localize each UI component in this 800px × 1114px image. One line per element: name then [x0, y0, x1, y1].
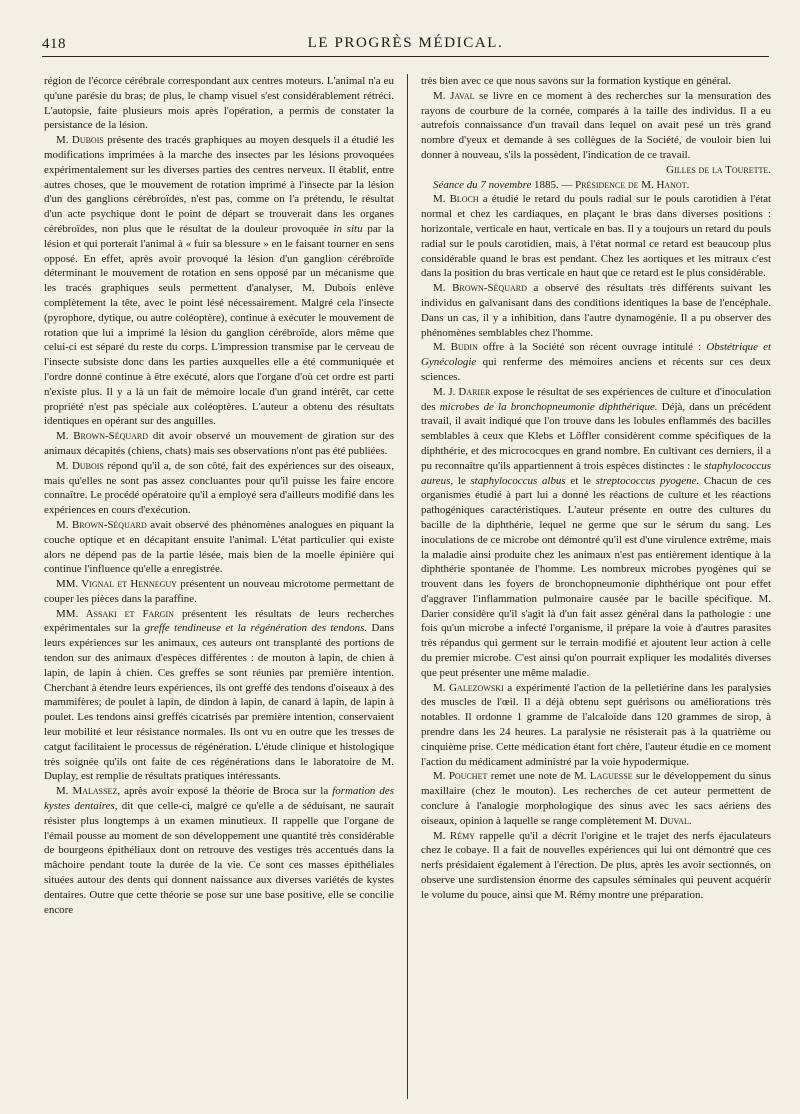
paragraph: M. Brown-Séquard dit avoir observé un mouvement de giration sur des animaux décapités (chiens, chats) mais ses observations n'ont pas été publiées. [44, 430, 394, 457]
paragraph: M. Malassez, après avoir exposé la théorie de Broca sur la formation des kystes dentaires, dit que celle-ci, malgré ce qu'elle a de séduisant, ne saurait résister plus longtemps à un examen minutieux. Il rappelle que l'organe de l'émail pousse au moment de son développement une quantité très considérable de bourgeons épithéliaux dont on retrouve des vestiges très accentués dans la mâchoire pendant toute la durée de la vie. Ce sont ces masses épithéliales situées autour des dents qui donnent naissance aux diverses variétés de kystes dentaires. Outre que cette théorie se pose sur une base positive, elle se concilie encore [44, 785, 394, 916]
paragraph: M. Budin offre à la Société son récent ouvrage intitulé : Obstétrique et Gynécologie qui renferme des mémoires anciens et récents sur ces deux sciences. [421, 341, 771, 383]
session-heading: Séance du 7 novembre 1885. — Présidence de M. Hanot. [433, 178, 690, 191]
paragraph: M. Pouchet remet une note de M. Laguesse sur le développement du sinus maxillaire (chez le mouton). Les recherches de cet auteur permettent de conclure à l'analogie morphologique des sinus avec les sacs aériens des oiseaux, opinion à laquelle se range complètement M. Duval. [421, 770, 771, 827]
paragraph: région de l'écorce cérébrale correspondant aux centres moteurs. L'animal n'a eu qu'une parésie du bras; de plus, le champ visuel s'est considérablement rétréci. L'autopsie, faite plusieurs mois après l'opération, a permis de constater la persistance de la lésion. [44, 75, 394, 132]
signature: Gilles de la Tourette. [666, 163, 771, 176]
right-column [421, 74, 771, 1104]
paragraph: M. J. Darier expose le résultat de ses expériences de culture et d'inoculation des microbes de la bronchopneumonie diphthérique. Déjà, dans un précédent travail, il avait indiqué que l'on trouve dans les lobules enflammés des bacilles semblables à ceux que Klebs et Löffler considèrent comme spécifiques de la diphthérie, et des micrococques en grand nombre. En cultivant ces derniers, il a pu reconnaître qu'ils appartiennent à trois espèces distinctes : le staphylococcus aureus, le staphylococcus albus et le streptococcus pyogene. Chacun de ces organismes étudié à part lui a donné les réactions de culture et les réactions pathogéniques caractéristiques. L'auteur présente en outre des cultures du bacille de la diphthérie, lequel ne germe que sur le sérum du sang. Les inoculations de ce microbe ont démontré qu'il est d'une virulence extrême, mais la maladie ainsi produite chez les animaux n'est pas entièrement identique à la diphthérie spontanée de l'homme. Les nombreux microbes pyogènes qui se trouvent dans les foyers de bronchopneumonie diphthérique ont pour effet d'aggraver l'inflammation pulmonaire causée par le bacille spécifique. M. Darier considère qu'il s'agit là d'un fait assez général dans la pathologie : une fois qu'un microbe a infecté l'organisme, il prépare la voie à d'autres parasites très répandus qui germent sur le terrain modifié et ajoutent leur action à celle du premier microbe. C'est ainsi qu'on pourrait expliquer les modalités diverses que peut présenter une même maladie. [421, 385, 771, 679]
paragraph: M. Dubois répond qu'il a, de son côté, fait des expériences sur des oiseaux, mais qu'elles ne sont pas assez concluantes pour qu'il puisse les faire encore connaître. Le procédé opératoire qu'il a employé sera d'ailleurs modifié dans les expériences en cours d'exécution. [44, 459, 394, 517]
paragraph: M. Rémy rappelle qu'il a décrit l'origine et le trajet des nerfs éjaculateurs chez le cobaye. Il a fait de nouvelles expériences qui lui ont démontré que ces nerfs présidaient également à l'érection. De plus, après les avoir sectionnés, on observe une surdistension énorme des capsules séminales qui peuvent acquérir le volume du pouce, ainsi que M. Rémy montre une préparation. [421, 829, 771, 901]
page-header [42, 34, 769, 57]
left-column [44, 74, 394, 1104]
paragraph: M. Brown-Séquard a observé des résultats très différents suivant les individus en galvanisant dans des conditions identiques la base de l'encéphale. Dans un cas, il y a inhibition, dans l'autre dynamogénie. Il a pu observer des phénomènes semblables chez l'homme. [421, 282, 771, 339]
paragraph: M. Bloch a étudié le retard du pouls radial sur le pouls carotidien à l'état normal et chez les cardiaques, en plaçant le bras dans diverses positions : horizontale, verticale en haut, verticale en bas. Il y a toujours un retard du pouls radial sur le pouls carotidien, mais, à l'état normal ce retard est beaucoup plus considérable quand le bras est pendant. Chez les aortiques et les mitraux c'est dans la position du bras verticale en haut que ce retard est le plus considérable. [421, 193, 771, 280]
paragraph: M. Javal se livre en ce moment à des recherches sur la mensuration des rayons de courbure de la cornée, comparés à la taille des individus. Il a eu autrefois connaissance d'un travail dans lequel on avait pesé un très grand nombre d'yeux et demande à ses collègues de la Société, de vouloir bien lui donner à nouveau, s'ils la possèdent, l'indication de ce travail. Gilles de la Tourette. [421, 89, 771, 176]
paragraph: MM. Vignal et Henneguy présentent un nouveau microtome permettant de couper les pièces dans la paraffine. [44, 578, 394, 605]
paragraph: très bien avec ce que nous savons sur la formation kystique en général. [421, 75, 732, 87]
paragraph: M. Brown-Séquard avait observé des phénomènes analogues en piquant la couche optique et en décapitant ensuite l'animal. L'état particulier qui existe alors ne dépend pas de la partie lésée, mais bien de la moelle épinière qui continue l'influence qu'elle a enregistrée. [44, 518, 394, 576]
page-number: 418 [42, 36, 66, 52]
paragraph: M. Galezowski a expérimenté l'action de la pelletiérine dans les paralysies des muscles de l'œil. Il a déjà obtenu sept guérisons ou améliorations très notables. Il ordonne 1 gramme de l'alcaloïde dans 120 grammes de sirop, à prendre dans les 24 heures. La paralysie ne résisterait pas à la quatrième ou cinquième prise. Cette médication étant fort chère, l'auteur étudie en ce moment l'action du médicament administré par la voie hypodermique. [421, 681, 771, 768]
column-divider [407, 74, 408, 1099]
journal-title: LE PROGRÈS MÉDICAL. [307, 35, 504, 51]
paragraph: M. Dubois présente des tracés graphiques au moyen desquels il a étudié les modifications imprimées à la marche des insectes par les lésions provoquées expérimentalement sur les diverses parties des centres nerveux. Il établit, entre autres choses, que le mouvement de rotation imprimé à l'insecte par la lésion d'un des ganglions cérébroïdes, n'est pas, comme on l'a prétendu, le résultat d'un acte psychique dont le point de départ se trouverait dans les organes cérébroïdes, non plus que le résultat de la douleur provoquée in situ par la lésion et qui porterait l'animal à « fuir sa blessure » en le faisant tourner en sens opposé. En effet, après avoir provoqué la lésion d'un ganglion cérébroïde déterminant le mouvement de rotation en sens opposé par un mécanisme que les tracés graphiques seuls permettent d'analyser, M. Dubois enlève complètement la tête, avec le point lésé nécessairement. Malgré cela l'insecte (pyrophore, dytique, ou autre coléoptère), continue à exécuter le mouvement de rotation que lui a imprimé la lésion du ganglion cérébroïde, alors même que celui-ci est séparé du reste du corps. L'impression transmise par le cerveau de l'insecte subsiste donc dans les parties auxquelles elle a été communiquée et l'ordre donné continue à être exécuté, alors que l'organe d'où cet ordre est parti n'existe plus. Il y a là un fait de mémoire locale d'un grand intérêt, car cette propriété n'est pas spéciale aux coléoptères. L'auteur a obtenu des résultats identiques en opérant sur des anguilles. [44, 134, 394, 428]
paragraph: MM. Assaki et Fargin présentent les résultats de leurs recherches expérimentales sur la greffe tendineuse et la régénération des tendons. Dans leurs expériences sur les animaux, ces auteurs ont transplanté des portions de tendon sur des animaux d'espèces différentes : de mouton à lapin, de chien à lapin, de lapin à chien. Ces greffes se sont réunies par première intention. Cherchant à étendre leurs expériences, ils ont greffé des tendons d'oiseaux à des mammifères; de poulet à lapin, de dindon à lapin, de canard à lapin, de lapin à poulet. Les tendons ainsi greffés cicatrisés par première intention, conservaient leur mobilité et leur résistance normales. Ils ont vu en outre que les tresses de catgut facilitaient le processus de régénération. L'étude clinique et histologique très soignée qu'ils ont faite de ces régénérations dans le laboratoire de M. Duplay, est remplie de résultats pratiques intéressants. [44, 607, 394, 783]
